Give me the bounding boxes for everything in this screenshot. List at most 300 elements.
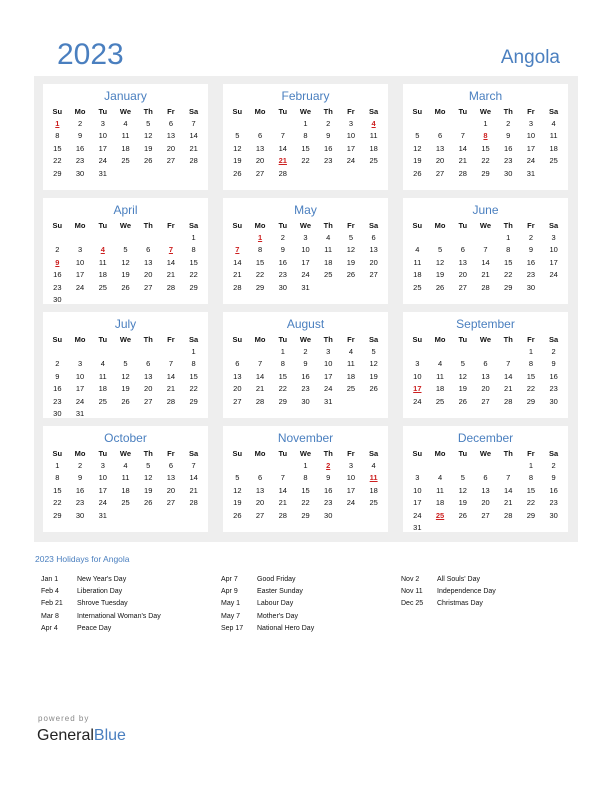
day: 6 bbox=[483, 359, 488, 369]
day: 28 bbox=[504, 510, 513, 520]
day: 26 bbox=[458, 396, 467, 406]
day: 18 bbox=[98, 384, 107, 394]
weekday-header: Fr bbox=[527, 449, 535, 458]
weekday-header: Mo bbox=[434, 335, 446, 344]
day: 28 bbox=[458, 168, 467, 178]
empty-day-cell bbox=[226, 460, 249, 472]
day: 3 bbox=[348, 461, 353, 470]
weekday-header: Sa bbox=[549, 107, 559, 116]
day: 9 bbox=[55, 371, 60, 381]
brand-general: General bbox=[37, 727, 94, 744]
weekday-header: Mo bbox=[254, 335, 266, 344]
day: 11 bbox=[436, 371, 444, 381]
day: 23 bbox=[278, 270, 287, 280]
day: 14 bbox=[166, 257, 176, 267]
empty-day-cell bbox=[46, 232, 69, 244]
day: 4 bbox=[123, 461, 128, 470]
day: 3 bbox=[100, 119, 105, 128]
day: 21 bbox=[166, 384, 176, 394]
empty-day-cell bbox=[271, 118, 294, 130]
weekday-header: Fr bbox=[527, 221, 535, 230]
day: 24 bbox=[75, 282, 85, 292]
holiday-row bbox=[401, 586, 496, 598]
weekday-header: Sa bbox=[189, 221, 199, 230]
holiday-date: Feb 4 bbox=[41, 588, 59, 596]
holiday-date: Apr 7 bbox=[221, 576, 238, 583]
day: 21 bbox=[233, 270, 242, 280]
day: 18 bbox=[435, 498, 445, 508]
month-name: August bbox=[286, 317, 325, 331]
day: 22 bbox=[189, 270, 198, 280]
day: 8 bbox=[303, 131, 308, 141]
day: 4 bbox=[348, 347, 353, 356]
day: 25 bbox=[346, 384, 356, 394]
day: 29 bbox=[189, 282, 198, 292]
weekday-header: Su bbox=[52, 335, 63, 344]
month-july bbox=[43, 312, 208, 418]
day: 27 bbox=[481, 396, 490, 406]
holiday-date: Sep 17 bbox=[221, 624, 244, 632]
day: 30 bbox=[53, 294, 62, 304]
day: 29 bbox=[481, 168, 490, 178]
holiday-row bbox=[221, 574, 314, 586]
day: 26 bbox=[369, 384, 378, 394]
day: 20 bbox=[481, 498, 490, 508]
day: 18 bbox=[121, 485, 130, 495]
weekday-header: Th bbox=[503, 335, 513, 344]
day: 8 bbox=[191, 245, 196, 255]
day: 18 bbox=[369, 485, 378, 495]
day: 20 bbox=[144, 384, 153, 394]
day-grid bbox=[403, 334, 568, 408]
day: 1 bbox=[303, 461, 308, 470]
weekday-header: Tu bbox=[278, 221, 288, 230]
day: 12 bbox=[121, 257, 130, 267]
day: 5 bbox=[123, 359, 128, 369]
day: 23 bbox=[75, 156, 85, 166]
day: 27 bbox=[369, 270, 378, 280]
holiday-day: 17 bbox=[413, 384, 422, 394]
day: 10 bbox=[346, 131, 356, 141]
day-grid bbox=[43, 220, 208, 306]
day: 9 bbox=[77, 131, 83, 141]
day: 9 bbox=[528, 245, 533, 255]
day: 28 bbox=[278, 510, 287, 520]
day: 17 bbox=[75, 270, 85, 280]
day: 22 bbox=[301, 498, 310, 508]
weekday-header: Sa bbox=[189, 449, 199, 458]
empty-day-cell bbox=[406, 346, 429, 358]
weekday-header: Mo bbox=[254, 449, 266, 458]
weekday-header: Fr bbox=[347, 335, 355, 344]
holiday-row bbox=[41, 611, 161, 623]
weekday-header: Fr bbox=[347, 449, 355, 458]
brand-blue: Blue bbox=[93, 727, 126, 744]
weekday-header: Mo bbox=[254, 221, 266, 230]
day: 5 bbox=[437, 245, 443, 255]
day: 20 bbox=[369, 257, 378, 267]
day: 25 bbox=[369, 156, 378, 166]
day: 24 bbox=[98, 498, 107, 508]
day: 3 bbox=[303, 233, 308, 242]
weekday-header: We bbox=[479, 335, 492, 344]
day: 9 bbox=[506, 131, 511, 141]
day: 31 bbox=[301, 282, 310, 292]
empty-day-cell bbox=[271, 460, 294, 472]
weekday-header: Mo bbox=[74, 107, 86, 116]
day: 4 bbox=[415, 245, 420, 255]
day: 15 bbox=[481, 143, 490, 153]
day: 17 bbox=[413, 498, 422, 508]
holiday-day: 9 bbox=[55, 257, 60, 267]
day: 16 bbox=[549, 371, 558, 381]
day: 23 bbox=[53, 396, 62, 406]
day: 9 bbox=[551, 359, 556, 369]
day: 27 bbox=[435, 168, 445, 178]
day: 28 bbox=[166, 282, 176, 292]
weekday-header: Th bbox=[323, 335, 333, 344]
holiday-day: 7 bbox=[235, 245, 240, 255]
day: 21 bbox=[458, 156, 467, 166]
day: 12 bbox=[458, 485, 467, 495]
day: 17 bbox=[324, 371, 333, 381]
day: 1 bbox=[528, 347, 533, 356]
day: 12 bbox=[435, 257, 445, 267]
day: 12 bbox=[413, 143, 422, 153]
weekday-header: Mo bbox=[74, 335, 86, 344]
day: 31 bbox=[413, 522, 422, 532]
day: 24 bbox=[346, 498, 356, 508]
weekday-header: Su bbox=[52, 449, 63, 458]
day: 11 bbox=[121, 131, 130, 141]
weekday-header: Tu bbox=[278, 335, 288, 344]
weekday-header: We bbox=[479, 107, 492, 116]
weekday-header: Sa bbox=[369, 449, 379, 458]
day: 10 bbox=[98, 473, 107, 483]
weekday-header: We bbox=[299, 107, 312, 116]
day: 18 bbox=[346, 371, 356, 381]
weekday-header: Fr bbox=[167, 335, 175, 344]
day: 15 bbox=[526, 371, 536, 381]
month-name: May bbox=[294, 203, 317, 217]
holiday-row bbox=[221, 611, 314, 623]
holiday-row bbox=[221, 598, 314, 610]
weekday-header: Mo bbox=[434, 221, 446, 230]
day: 26 bbox=[346, 270, 356, 280]
weekday-header: Th bbox=[143, 335, 153, 344]
holiday-name: Labour Day bbox=[257, 600, 294, 608]
day: 1 bbox=[506, 233, 511, 242]
day: 19 bbox=[121, 384, 130, 394]
day: 25 bbox=[121, 498, 130, 508]
day: 15 bbox=[189, 371, 198, 381]
day: 13 bbox=[255, 485, 265, 495]
day: 13 bbox=[435, 143, 445, 153]
empty-day-cell bbox=[451, 346, 474, 358]
day: 10 bbox=[549, 245, 558, 255]
holiday-column-3 bbox=[401, 574, 496, 611]
day: 25 bbox=[369, 498, 378, 508]
day: 21 bbox=[481, 270, 490, 280]
weekday-header: Mo bbox=[434, 107, 446, 116]
day: 20 bbox=[255, 498, 265, 508]
day: 27 bbox=[144, 282, 153, 292]
weekday-header: Tu bbox=[458, 449, 468, 458]
month-february bbox=[223, 84, 388, 190]
day: 25 bbox=[435, 396, 445, 406]
month-name: April bbox=[113, 203, 138, 217]
day: 27 bbox=[481, 510, 490, 520]
weekday-header: We bbox=[119, 107, 132, 116]
month-name: June bbox=[472, 203, 499, 217]
day: 13 bbox=[144, 257, 153, 267]
weekday-header: Su bbox=[412, 335, 423, 344]
day: 26 bbox=[144, 156, 153, 166]
day: 16 bbox=[75, 143, 85, 153]
day: 22 bbox=[301, 156, 310, 166]
day: 5 bbox=[123, 245, 128, 255]
weekday-header: Su bbox=[412, 107, 423, 116]
empty-day-cell bbox=[497, 346, 520, 358]
holiday-date: Apr 4 bbox=[41, 624, 58, 632]
day: 3 bbox=[100, 461, 105, 470]
day: 8 bbox=[257, 245, 263, 255]
day: 16 bbox=[75, 485, 85, 495]
day: 6 bbox=[235, 359, 240, 369]
weekday-header: Th bbox=[503, 449, 513, 458]
holiday-column-2 bbox=[221, 574, 314, 635]
day: 29 bbox=[189, 396, 198, 406]
day: 8 bbox=[528, 359, 533, 369]
day: 5 bbox=[146, 461, 151, 470]
day: 14 bbox=[233, 257, 242, 267]
month-october bbox=[43, 426, 208, 532]
day: 20 bbox=[255, 156, 265, 166]
holiday-row bbox=[41, 598, 161, 610]
day: 5 bbox=[146, 119, 151, 128]
day: 12 bbox=[233, 485, 242, 495]
day: 28 bbox=[233, 282, 242, 292]
holiday-row bbox=[41, 586, 161, 598]
day: 21 bbox=[189, 143, 198, 153]
day: 27 bbox=[166, 156, 176, 166]
day: 18 bbox=[549, 143, 558, 153]
day: 18 bbox=[435, 384, 445, 394]
day: 19 bbox=[121, 270, 130, 280]
empty-day-cell bbox=[474, 232, 497, 244]
day: 30 bbox=[504, 168, 513, 178]
day: 3 bbox=[77, 245, 83, 255]
day: 18 bbox=[121, 143, 130, 153]
holiday-name: New Year's Day bbox=[77, 576, 127, 583]
day: 29 bbox=[53, 510, 62, 520]
holiday-name: National Hero Day bbox=[257, 624, 315, 632]
day: 20 bbox=[233, 384, 242, 394]
holiday-date: Feb 21 bbox=[41, 600, 63, 608]
day: 18 bbox=[369, 143, 378, 153]
day: 18 bbox=[413, 270, 422, 280]
day: 7 bbox=[191, 119, 196, 128]
day: 16 bbox=[526, 257, 536, 267]
day: 3 bbox=[77, 359, 83, 369]
day: 24 bbox=[346, 156, 356, 166]
day: 13 bbox=[481, 485, 490, 495]
day: 19 bbox=[233, 156, 242, 166]
day: 29 bbox=[278, 396, 287, 406]
day: 3 bbox=[551, 233, 556, 242]
day: 10 bbox=[413, 371, 422, 381]
weekday-header: Th bbox=[323, 107, 333, 116]
day: 6 bbox=[257, 131, 263, 141]
day: 31 bbox=[98, 510, 107, 520]
day: 2 bbox=[303, 347, 308, 356]
day: 8 bbox=[55, 473, 60, 483]
day: 10 bbox=[526, 131, 536, 141]
empty-day-cell bbox=[114, 346, 137, 358]
year-title: 2023 bbox=[57, 38, 124, 71]
holiday-date: May 1 bbox=[221, 600, 241, 608]
weekday-header: Th bbox=[503, 221, 513, 230]
weekday-header: Su bbox=[232, 449, 243, 458]
weekday-header: Tu bbox=[458, 221, 468, 230]
weekday-header: Th bbox=[143, 107, 153, 116]
empty-day-cell bbox=[226, 232, 249, 244]
day: 15 bbox=[53, 485, 62, 495]
day: 26 bbox=[233, 510, 242, 520]
empty-day-cell bbox=[226, 346, 249, 358]
empty-day-cell bbox=[91, 232, 114, 244]
day: 19 bbox=[144, 485, 153, 495]
month-name: July bbox=[114, 317, 137, 331]
day: 27 bbox=[166, 498, 176, 508]
holiday-date: Nov 2 bbox=[401, 576, 420, 583]
day-grid bbox=[43, 106, 208, 180]
day: 6 bbox=[146, 359, 151, 369]
day-grid bbox=[403, 220, 568, 294]
holiday-date: May 7 bbox=[221, 612, 241, 620]
day: 3 bbox=[415, 473, 420, 483]
weekday-header: Su bbox=[412, 449, 423, 458]
holiday-day: 2 bbox=[326, 461, 331, 470]
day: 31 bbox=[324, 396, 333, 406]
day: 6 bbox=[168, 119, 173, 128]
country-title: Angola bbox=[500, 47, 560, 68]
brand-logo[interactable] bbox=[37, 727, 126, 745]
day: 14 bbox=[458, 143, 467, 153]
weekday-header: Fr bbox=[347, 221, 355, 230]
day: 26 bbox=[121, 396, 130, 406]
empty-day-cell bbox=[429, 232, 452, 244]
holiday-day: 4 bbox=[100, 245, 105, 255]
day: 16 bbox=[278, 257, 287, 267]
month-name: November bbox=[277, 431, 334, 445]
day: 5 bbox=[348, 233, 353, 242]
day: 17 bbox=[75, 384, 85, 394]
day: 13 bbox=[481, 371, 490, 381]
weekday-header: We bbox=[299, 449, 312, 458]
day: 17 bbox=[549, 257, 558, 267]
day: 13 bbox=[233, 371, 242, 381]
holiday-name: Good Friday bbox=[257, 576, 296, 583]
weekday-header: We bbox=[299, 335, 312, 344]
day: 5 bbox=[235, 131, 240, 141]
empty-day-cell bbox=[474, 460, 497, 472]
empty-day-cell bbox=[474, 346, 497, 358]
day: 22 bbox=[504, 270, 513, 280]
holiday-name: Mother's Day bbox=[257, 612, 299, 620]
day: 24 bbox=[98, 156, 107, 166]
day: 9 bbox=[326, 131, 331, 141]
day: 2 bbox=[551, 347, 556, 356]
day: 6 bbox=[483, 473, 488, 483]
day: 14 bbox=[166, 371, 176, 381]
day: 5 bbox=[460, 473, 465, 483]
day: 20 bbox=[144, 270, 153, 280]
day: 17 bbox=[98, 485, 107, 495]
weekday-header: Tu bbox=[98, 107, 108, 116]
day: 4 bbox=[437, 473, 443, 483]
day: 30 bbox=[278, 282, 287, 292]
month-march bbox=[403, 84, 568, 190]
weekday-header: Tu bbox=[458, 107, 468, 116]
empty-day-cell bbox=[249, 346, 272, 358]
holiday-row bbox=[401, 598, 496, 610]
weekday-header: We bbox=[479, 221, 492, 230]
day: 14 bbox=[481, 257, 490, 267]
weekday-header: We bbox=[119, 449, 132, 458]
day: 29 bbox=[504, 282, 513, 292]
day: 17 bbox=[526, 143, 536, 153]
day: 1 bbox=[55, 461, 60, 470]
day: 27 bbox=[144, 396, 153, 406]
day: 27 bbox=[255, 510, 265, 520]
day: 21 bbox=[189, 485, 198, 495]
day: 14 bbox=[278, 485, 287, 495]
day: 24 bbox=[526, 156, 536, 166]
day: 12 bbox=[144, 131, 153, 141]
day: 19 bbox=[346, 257, 356, 267]
day: 25 bbox=[98, 396, 107, 406]
day: 28 bbox=[504, 396, 513, 406]
day: 14 bbox=[278, 143, 287, 153]
month-grid bbox=[43, 84, 569, 534]
day: 9 bbox=[326, 473, 331, 483]
day: 12 bbox=[346, 245, 356, 255]
day: 7 bbox=[191, 461, 196, 470]
empty-day-cell bbox=[46, 346, 69, 358]
day: 28 bbox=[278, 168, 287, 178]
day: 22 bbox=[189, 384, 198, 394]
holiday-name: All Souls' Day bbox=[437, 576, 480, 583]
weekday-header: Sa bbox=[189, 335, 199, 344]
day: 18 bbox=[324, 257, 333, 267]
day: 7 bbox=[506, 359, 511, 369]
day-grid bbox=[223, 334, 388, 408]
weekday-header: Su bbox=[232, 107, 243, 116]
day: 23 bbox=[301, 384, 310, 394]
day: 8 bbox=[528, 473, 533, 483]
day: 6 bbox=[460, 245, 465, 255]
day: 8 bbox=[303, 473, 308, 483]
day: 26 bbox=[413, 168, 422, 178]
holiday-name: Shrove Tuesday bbox=[77, 600, 128, 608]
day: 10 bbox=[324, 359, 333, 369]
holiday-row bbox=[41, 623, 161, 635]
month-june bbox=[403, 198, 568, 304]
day: 21 bbox=[504, 498, 513, 508]
month-may bbox=[223, 198, 388, 304]
day: 17 bbox=[98, 143, 107, 153]
